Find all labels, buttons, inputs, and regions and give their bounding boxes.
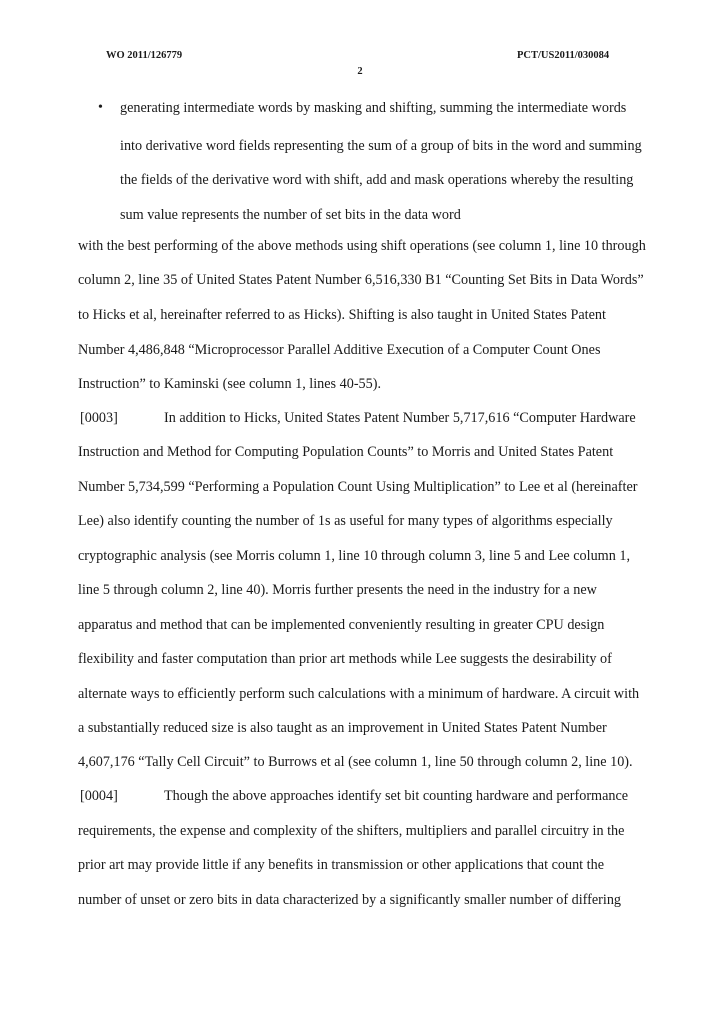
body-line: to Hicks et al, hereinafter referred to as Hicks). Shifting is also taught in United States Patent — [78, 307, 606, 323]
body-line: alternate ways to efficiently perform such calculations with a minimum of hardware. A circuit with — [78, 686, 640, 702]
body-line: requirements, the expense and complexity of the shifters, multipliers and parallel circuitry in the — [78, 823, 625, 839]
bullet-line: sum value represents the number of set bits in the data word — [120, 207, 461, 223]
body-line: line 5 through column 2, line 40). Morris further presents the need in the industry for a new — [78, 582, 597, 598]
body-line: number of unset or zero bits in data characterized by a significantly smaller number of differing — [78, 892, 622, 908]
paragraph-number: [0003] — [80, 410, 118, 426]
bullet-line: the fields of the derivative word with shift, add and mask operations whereby the resulting — [120, 172, 634, 188]
body-line: Instruction and Method for Computing Population Counts” to Morris and United States Patent — [78, 444, 614, 460]
paragraph-0004-first-line: [0004] Though the above approaches identify set bit counting hardware and performance — [80, 788, 629, 804]
body-line: a substantially reduced size is also taught as an improvement in United States Patent Number — [78, 720, 607, 736]
body-line: Number 4,486,848 “Microprocessor Parallel Additive Execution of a Computer Count Ones — [78, 342, 601, 358]
page-number: 2 — [357, 66, 363, 77]
body-line: cryptographic analysis (see Morris column 1, line 10 through column 3, line 5 and Lee column 1, — [78, 548, 631, 564]
bullet-icon: • — [98, 100, 103, 115]
paragraph-0003-first-line: [0003] In addition to Hicks, United States Patent Number 5,717,616 “Computer Hardware — [80, 410, 636, 426]
body-line: with the best performing of the above methods using shift operations (see column 1, line 10 through — [78, 238, 646, 254]
body-line: Number 5,734,599 “Performing a Population Count Using Multiplication” to Lee et al (hereinafter — [78, 479, 638, 495]
bullet-line: generating intermediate words by masking and shifting, summing the intermediate words — [120, 100, 627, 116]
body-line: Lee) also identify counting the number of 1s as useful for many types of algorithms especially — [78, 513, 613, 529]
body-line: column 2, line 35 of United States Patent Number 6,516,330 B1 “Counting Set Bits in Data Words” — [78, 272, 644, 288]
publication-number: WO 2011/126779 — [106, 50, 183, 61]
body-line: flexibility and faster computation than prior art methods while Lee suggests the desirability of — [78, 651, 612, 667]
body-line: apparatus and method that can be implemented conveniently resulting in greater CPU design — [78, 617, 605, 633]
paragraph-number: [0004] — [80, 788, 118, 804]
body-line: Instruction” to Kaminski (see column 1, lines 40-55). — [78, 376, 382, 392]
bullet-line: into derivative word fields representing the sum of a group of bits in the word and summing — [120, 138, 642, 154]
body-line: prior art may provide little if any benefits in transmission or other applications that count the — [78, 857, 604, 873]
body-line: 4,607,176 “Tally Cell Circuit” to Burrows et al (see column 1, line 50 through column 2, line 10). — [78, 754, 633, 770]
application-number: PCT/US2011/030084 — [517, 50, 610, 61]
